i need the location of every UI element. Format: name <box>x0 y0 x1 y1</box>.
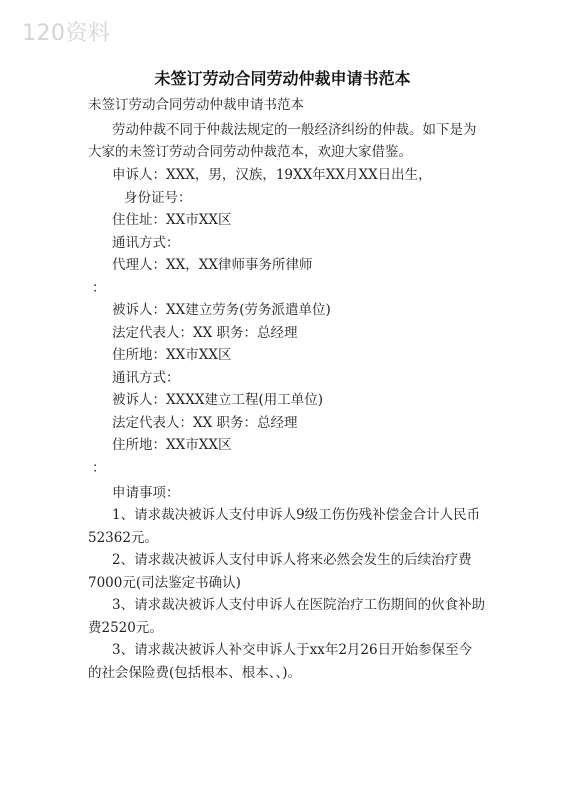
claim-1-line-2: 52362元。 <box>88 530 158 546</box>
colon-line-2: ： <box>92 460 106 476</box>
legal-rep-1-line: 法定代表人：XX 职务：总经理 <box>112 325 298 341</box>
agent-line: 代理人：XX，XX律师事务所律师 <box>112 257 313 273</box>
contact-line: 通讯方式： <box>112 235 180 251</box>
contact-2-line: 通讯方式： <box>112 370 180 386</box>
applicant-line: 申诉人：XXX，男，汉族，19XX年XX月XX日出生， <box>112 167 432 183</box>
claim-4-line-1: 3、请求裁决被诉人补交申诉人于xx年2月26日开始参保至今 <box>112 642 473 658</box>
claim-3-line-2: 费2520元。 <box>88 620 163 636</box>
intro-line-1: 劳动仲裁不同于仲裁法规定的一般经济纠纷的仲裁。如下是为 <box>112 122 477 138</box>
claim-2-line-1: 2、请求裁决被诉人支付申诉人将来必然会发生的后续治疗费 <box>112 552 472 568</box>
domicile-1-line: 住所地：XX市XX区 <box>112 347 232 363</box>
document-title: 未签订劳动合同劳动仲裁申请书范本 <box>154 69 411 88</box>
subtitle-line: 未签订劳动合同劳动仲裁申请书范本 <box>88 97 304 113</box>
colon-line-1: ： <box>92 280 106 296</box>
claim-2-line-2: 7000元(司法鉴定书确认) <box>88 575 241 591</box>
respondent-1-line: 被诉人：XX建立劳务(劳务派遣单位) <box>112 302 331 318</box>
respondent-2-line: 被诉人：XXXX建立工程(用工单位) <box>112 392 323 408</box>
id-number-line: 身份证号： <box>124 190 192 206</box>
claim-3-line-1: 3、请求裁决被诉人支付申诉人在医院治疗工伤期间的伙食补助 <box>112 597 486 613</box>
legal-rep-2-line: 法定代表人：XX 职务：总经理 <box>112 415 298 431</box>
watermark-logo: 120资料 <box>22 21 111 46</box>
claims-heading: 申请事项： <box>112 485 180 501</box>
claim-1-line-1: 1、请求裁决被诉人支付申诉人9级工伤伤残补偿金合计人民币 <box>112 507 481 523</box>
domicile-2-line: 住所地：XX市XX区 <box>112 437 232 453</box>
intro-line-2: 大家的未签订劳动合同劳动仲裁范本，欢迎大家借鉴。 <box>88 144 412 160</box>
claim-4-line-2: 的社会保险费(包括根本、根本、、)。 <box>88 665 302 681</box>
address-line: 住住址：XX市XX区 <box>112 212 232 228</box>
